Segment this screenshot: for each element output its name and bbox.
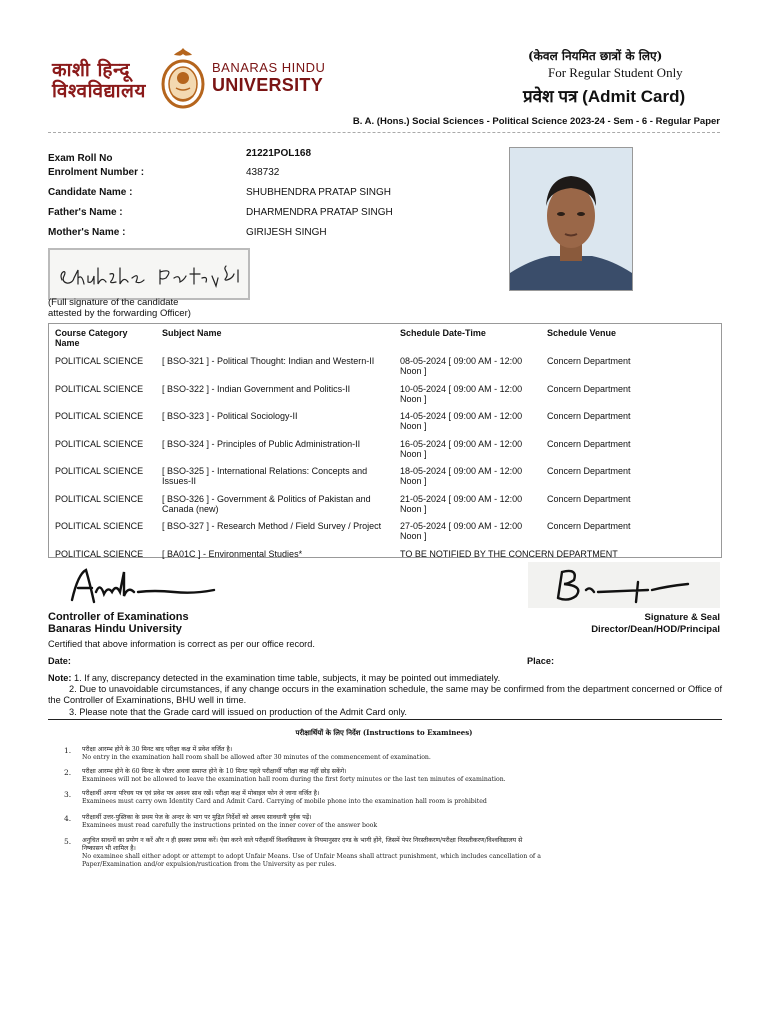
table-row [49,382,721,410]
hindi-university-name: काशी हिन्दू विश्वविद्यालय [52,59,146,102]
field-label: Father's Name : [48,207,123,218]
schedule-venue: Concern Department [547,383,631,394]
column-header: Schedule Date-Time [400,328,486,338]
note-item: 3. Please note that the Grade card will issued on production of the Admit Card only. [69,706,407,717]
schedule-datetime: 16-05-2024 [ 09:00 AM - 12:00 Noon ] [400,438,523,459]
subject-name: [ BSO-321 ] - Political Thought: Indian and Western-II [162,356,375,366]
note-item [48,673,724,684]
note-item: 2. Due to unavoidable circumstances, if any change occurs in the examination schedule, the same may be confirmed from the department concerned or Office of the Controller of Examinations, BHU well in time. [48,684,723,706]
signature-seal: Signature & Seal Director/Dean/HOD/Principal [591,612,720,635]
field-value: 21221POL168 [246,148,312,159]
certified-statement: Certified that above information is correct as per our office record. [48,639,315,649]
instruction-number: 1. [64,746,72,755]
schedule-datetime: 10-05-2024 [ 09:00 AM - 12:00 Noon ] [400,383,523,404]
table-row [49,547,721,561]
director-signature [528,562,720,608]
instruction-hindi: परीक्षा आरम्भ होने के 60 मिनट के भीतर अथवा समाप्त होने के 10 मिनट पहले परीक्षार्थी परीक्षा कक्ष नहीं छोड़ सकेंगे। [82,768,347,775]
field-row [48,148,112,166]
instruction-hindi: परीक्षार्थी उत्तर-पुस्तिका के प्रथम पेज के अन्दर के भाग पर मुद्रित निर्देशों को अवश्य सावधानी पूर्वक पढ़ें। [82,814,312,821]
exam-title: B. A. (Hons.) Social Sciences - Political Science 2023-24 - Sem - 6 - Regular Paper [352,116,720,127]
instruction-english: Examinees will not be allowed to leave the examination hall room during the first forty minutes or the last ten minutes of examination. [82,776,506,783]
course-category: POLITICAL SCIENCE [55,411,144,421]
schedule-datetime: TO BE NOTIFIED BY THE CONCERN DEPARTMENT [400,548,618,559]
instruction-hindi: परीक्षा आरम्भ होने के 30 मिनट बाद परीक्षा कक्ष में प्रवेश वर्जित है। [82,746,233,753]
course-category: POLITICAL SCIENCE [55,383,144,394]
controller-signature [64,562,234,610]
subject-name: [ BSO-327 ] - Research Method / Field Survey / Project [162,521,382,531]
field-value: DHARMENDRA PRATAP SINGH [246,207,393,218]
instruction-english: Examinees must read carefully the instructions printed on the inner cover of the answer book [82,822,378,829]
column-header: Subject Name [162,328,222,338]
note-text: 1. If any, discrepancy detected in the examination time table, subjects, it may be pointed out immediately. [74,673,501,683]
table-row [49,464,721,492]
place-label: Place: [527,656,555,666]
notes-divider [48,719,722,720]
column-header: Schedule Venue [547,328,617,338]
english-university-name: BANARAS HINDU UNIVERSITY [212,60,326,95]
subject-name: [ BSO-322 ] - Indian Government and Politics-II [162,383,351,394]
schedule-datetime: 27-05-2024 [ 09:00 AM - 12:00 Noon ] [400,521,523,541]
controller-of-examinations: Controller of Examinations Banaras Hindu University [48,611,189,635]
regular-student-english: For Regular Student Only [548,65,683,80]
subject-name: [ BSO-323 ] - Political Sociology-II [162,411,298,421]
bhu-logo [158,46,208,110]
instruction-number: 4. [64,814,72,823]
regular-student-hindi: (केवल नियमित छात्रों के लिए) [528,49,663,63]
candidate-signature [48,248,250,300]
schedule-venue: Concern Department [547,521,631,531]
course-category: POLITICAL SCIENCE [55,521,144,531]
subject-name: [ BA01C ] - Environmental Studies* [162,548,303,559]
field-label: Exam Roll No [48,153,113,164]
schedule-table [48,323,722,558]
field-value: 438732 [246,167,280,178]
course-category: POLITICAL SCIENCE [55,356,144,366]
column-header: Course Category Name [55,328,128,348]
course-category: POLITICAL SCIENCE [55,548,144,559]
table-row [49,354,721,382]
schedule-venue: Concern Department [547,356,631,366]
field-label: Candidate Name : [48,187,133,198]
course-category: POLITICAL SCIENCE [55,438,144,449]
schedule-datetime: 08-05-2024 [ 09:00 AM - 12:00 Noon ] [400,356,523,376]
table-row [49,409,721,437]
table-header-row [49,324,721,354]
schedule-grid [49,324,721,561]
schedule-datetime: 14-05-2024 [ 09:00 AM - 12:00 Noon ] [400,411,523,431]
instructions-title: परीक्षार्थियों के लिए निर्देश (Instructions to Examinees) [295,728,473,737]
schedule-venue: Concern Department [547,493,631,504]
schedule-venue: Concern Department [547,438,631,449]
field-label: Enrolment Number : [48,167,145,178]
admit-card-title: प्रवेश पत्र (Admit Card) [523,87,686,106]
header-divider [48,132,720,133]
date-label: Date: [48,656,71,666]
schedule-datetime: 18-05-2024 [ 09:00 AM - 12:00 Noon ] [400,466,523,486]
course-category: POLITICAL SCIENCE [55,466,144,476]
instruction-english: No examinee shall either adopt or attempt to adopt Unfair Means. Use of Unfair Means shall attract punishment, which includes cancellation of a Paper/Examination and/or expulsion/rustication from the University as per rules. [82,853,541,868]
table-row [49,519,721,547]
subject-name: [ BSO-324 ] - Principles of Public Administration-II [162,438,361,449]
note-label: Note: [48,673,72,683]
subject-name: [ BSO-325 ] - International Relations: Concepts and Issues-II [162,466,368,486]
instruction-hindi: अनुचित साधनों का प्रयोग न करें और न ही इसका प्रयास करें। ऐसा करने वाले परीक्षार्थी विश्वविद्यालय के नियमानुसार दण्ड के भागी होंगे, जिसमें पेपर निरस्तीकरण/परीक्षा निरस्तीकरण/विश्वविद्यालय से निष्कासन भी शामिल है। [82,837,523,852]
subject-name: [ BSO-326 ] - Government & Politics of Pakistan and Canada (new) [162,493,371,514]
field-value: GIRIJESH SINGH [246,227,327,238]
candidate-photo [509,147,633,291]
signature-note: (Full signature of the candidate attested by the forwarding Officer) [48,297,191,319]
table-row [49,492,721,520]
instruction-number: 2. [64,768,72,777]
field-label: Mother's Name : [48,227,126,238]
schedule-datetime: 21-05-2024 [ 09:00 AM - 12:00 Noon ] [400,493,523,514]
course-category: POLITICAL SCIENCE [55,493,144,504]
instruction-english: Examinees must carry own Identity Card and Admit Card. Carrying of mobile phone into the examination hall room is prohibited [82,798,487,805]
instruction-number: 3. [64,790,72,799]
notes-section [48,673,724,718]
field-value: SHUBHENDRA PRATAP SINGH [246,187,392,198]
instruction-hindi: परीक्षार्थी अपना परिचय पत्र एवं प्रवेश पत्र अवश्य साथ रखें। परीक्षा कक्ष में मोबाइल फोन ले जाना वर्जित है। [82,790,320,797]
schedule-venue: Concern Department [547,466,631,476]
instruction-number: 5. [64,837,72,846]
table-row [49,437,721,465]
instruction-english: No entry in the examination hall room shall be allowed after 30 minutes of the commencement of examination. [82,754,431,761]
schedule-venue: Concern Department [547,411,631,421]
